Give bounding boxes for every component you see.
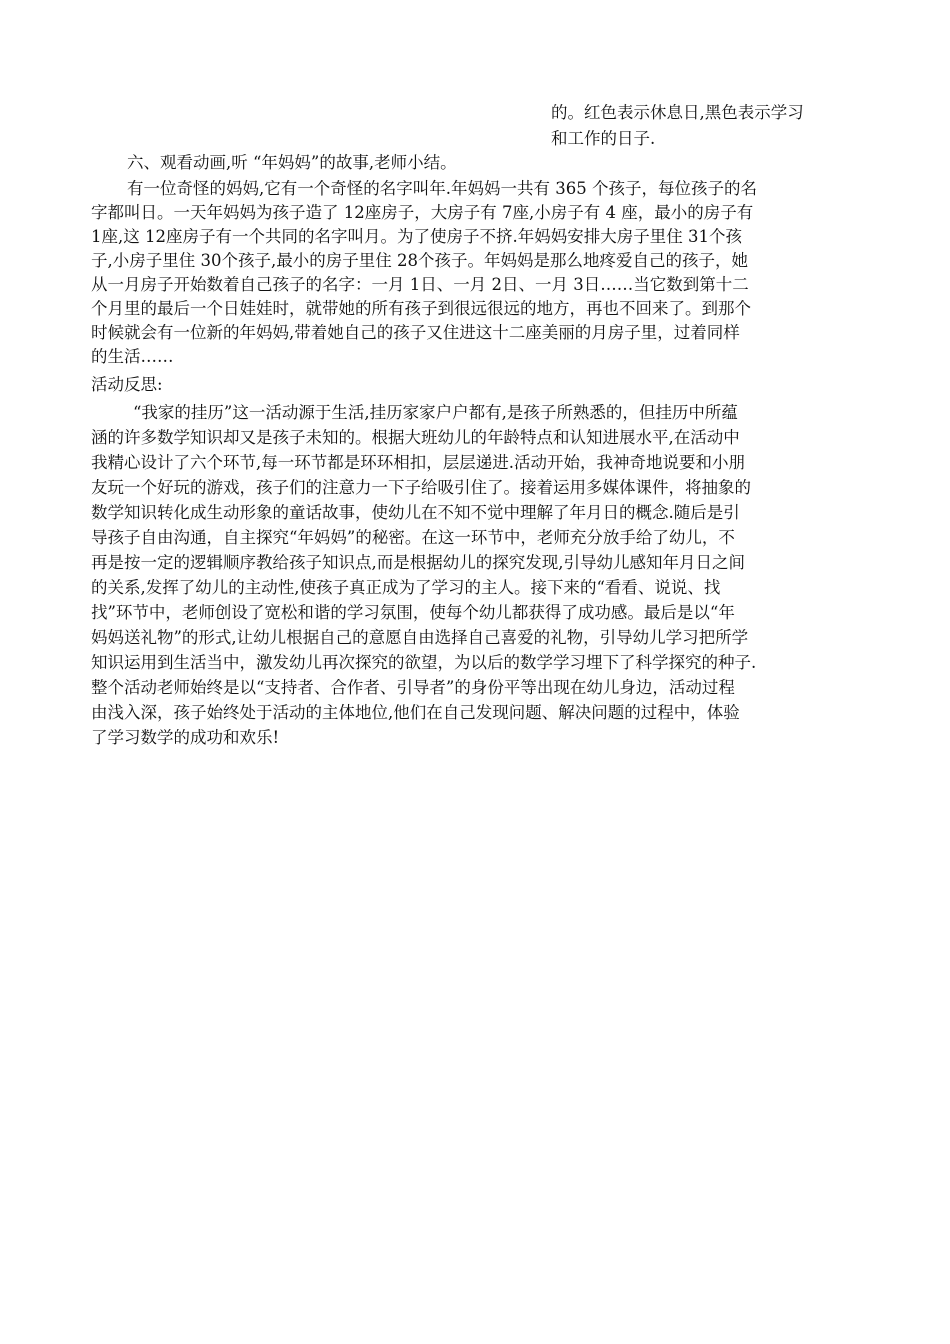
continuation-line-2: 和工作的日子. <box>551 129 656 148</box>
reflection-line-12: 整个活动老师始终是以“支持者、合作者、引导者”的身份平等出现在幼儿身边，活动过程 <box>91 678 735 697</box>
section-six-heading: 六、观看动画,听 “年妈妈”的故事,老师小结。 <box>127 153 457 172</box>
reflection-line-9: 找”环节中，老师创设了宽松和谐的学习氛围，使每个幼儿都获得了成功感。最后是以“年 <box>91 603 735 622</box>
reflection-line-6: 导孩子自由沟通，自主探究“年妈妈”的秘密。在这一环节中，老师充分放手给了幼儿，不 <box>91 528 735 547</box>
reflection-line-1: “我家的挂历”这一活动源于生活,挂历家家户户都有,是孩子所熟悉的，但挂历中所蕴 <box>133 403 738 422</box>
story-line-8: 的生活…… <box>91 347 174 366</box>
story-line-6: 个月里的最后一个日娃娃时，就带她的所有孩子到很远很远的地方，再也不回来了。到那个 <box>91 299 751 318</box>
reflection-line-10: 妈妈送礼物”的形式,让幼儿根据自己的意愿自由选择自己喜爱的礼物，引导幼儿学习把所学 <box>91 628 749 647</box>
story-line-2: 字都叫日。一天年妈妈为孩子造了 12座房子，大房子有 7座,小房子有 4 座，最小的房子有 <box>91 203 754 222</box>
reflection-line-2: 涵的许多数学知识却又是孩子未知的。根据大班幼儿的年龄特点和认知进展水平,在活动中 <box>91 428 740 447</box>
reflection-line-13: 由浅入深，孩子始终处于活动的主体地位,他们在自己发现问题、解决问题的过程中，体验 <box>91 703 740 722</box>
reflection-line-4: 友玩一个好玩的游戏，孩子们的注意力一下子给吸引住了。接着运用多媒体课件，将抽象的 <box>91 478 751 497</box>
reflection-line-11: 知识运用到生活当中，激发幼儿再次探究的欲望，为以后的数学学习埋下了科学探究的种子. <box>91 653 757 672</box>
continuation-line-1: 的。红色表示休息日,黑色表示学习 <box>551 103 804 122</box>
reflection-line-14: 了学习数学的成功和欢乐! <box>91 728 280 747</box>
reflection-line-8: 的关系,发挥了幼儿的主动性,使孩子真正成为了学习的主人。接下来的“看看、说说、找 <box>91 578 721 597</box>
story-line-4: 子,小房子里住 30个孩子,最小的房子里住 28个孩子。年妈妈是那么地疼爱自己的孩子，她 <box>91 251 748 270</box>
story-line-1: 有一位奇怪的妈妈,它有一个奇怪的名字叫年.年妈妈一共有 365 个孩子，每位孩子的名 <box>127 179 757 198</box>
reflection-line-5: 数学知识转化成生动形象的童话故事，使幼儿在不知不觉中理解了年月日的概念.随后是引 <box>91 503 740 522</box>
reflection-line-3: 我精心设计了六个环节,每一环节都是环环相扣，层层递进.活动开始，我神奇地说要和小朋 <box>91 453 745 472</box>
reflection-line-7: 再是按一定的逻辑顺序教给孩子知识点,而是根据幼儿的探究发现,引导幼儿感知年月日之间 <box>91 553 745 572</box>
story-line-7: 时候就会有一位新的年妈妈,带着她自己的孩子又住进这十二座美丽的月房子里，过着同样 <box>91 323 740 342</box>
story-line-3: 1座,这 12座房子有一个共同的名字叫月。为了使房子不挤.年妈妈安排大房子里住 31个孩 <box>91 227 742 246</box>
story-line-5: 从一月房子开始数着自己孩子的名字：一月 1日、一月 2日、一月 3日……当它数到第十二 <box>91 275 749 294</box>
reflection-heading: 活动反思: <box>91 375 163 394</box>
